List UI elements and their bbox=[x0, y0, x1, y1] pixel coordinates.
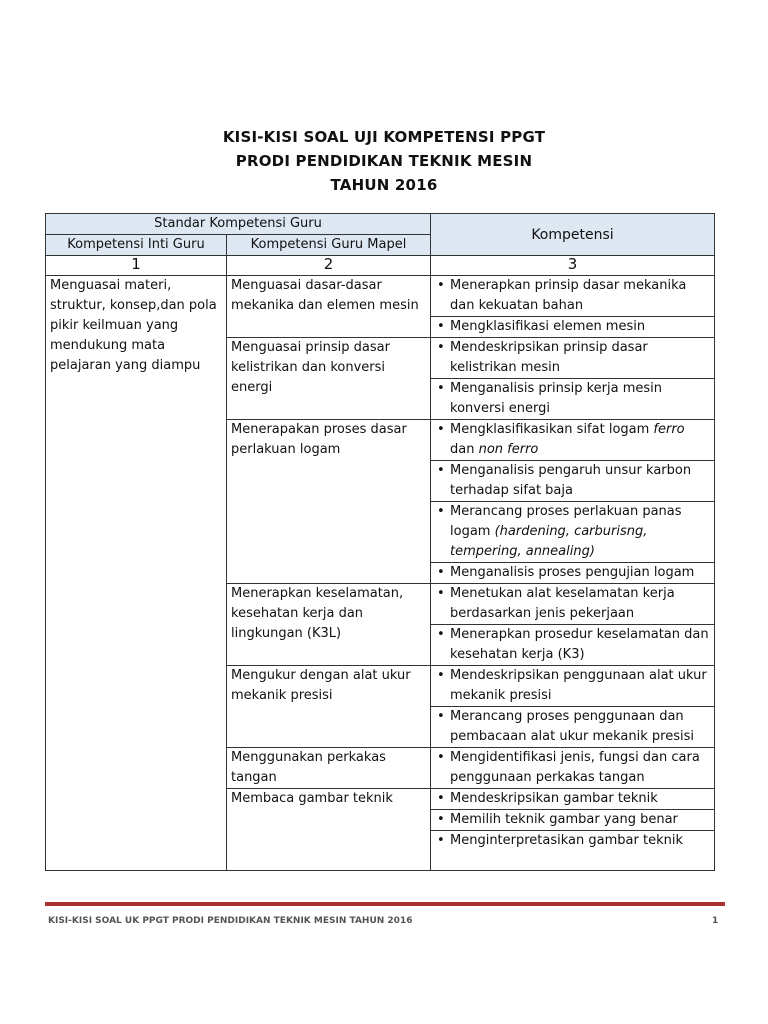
header-kompetensi-inti: Kompetensi Inti Guru bbox=[46, 235, 227, 256]
kompetensi-text: Merancang proses perlakuan panas logam bbox=[450, 504, 682, 539]
mapel-cell: Menerapkan keselamatan, kesehatan kerja dan lingkungan (K3L) bbox=[227, 584, 431, 666]
kompetensi-item bbox=[431, 420, 715, 461]
footer-divider bbox=[45, 902, 725, 906]
column-number-3: 3 bbox=[431, 256, 715, 276]
kompetensi-italic: ferro bbox=[653, 422, 685, 437]
column-number-1: 1 bbox=[46, 256, 227, 276]
kompetensi-item: • Mengidentifikasi jenis, fungsi dan cara penggunaan perkakas tangan bbox=[431, 748, 715, 789]
kompetensi-item: • Menganalisis proses pengujian logam bbox=[431, 563, 715, 584]
kompetensi-item: • Menginterpretasikan gambar teknik bbox=[431, 831, 715, 871]
kompetensi-inti-cell: Menguasai materi, struktur, konsep,dan pola pikir keilmuan yang mendukung mata pelajaran yang diampu bbox=[46, 276, 227, 871]
kompetensi-item: • Mengklasifikasi elemen mesin bbox=[431, 317, 715, 338]
column-number-2: 2 bbox=[227, 256, 431, 276]
document-title-line2: PRODI PENDIDIKAN TEKNIK MESIN bbox=[235, 152, 533, 170]
kompetensi-item: • Mendeskripsikan penggunaan alat ukur mekanik presisi bbox=[431, 666, 715, 707]
mapel-cell: Mengukur dengan alat ukur mekanik presisi bbox=[227, 666, 431, 748]
kompetensi-item: • Merancang proses penggunaan dan pembacaan alat ukur mekanik presisi bbox=[431, 707, 715, 748]
kompetensi-item: • Mendeskripsikan prinsip dasar kelistrikan mesin bbox=[431, 338, 715, 379]
document-title-line3: TAHUN 2016 bbox=[330, 176, 438, 194]
kompetensi-item: • Menetukan alat keselamatan kerja berdasarkan jenis pekerjaan bbox=[431, 584, 715, 625]
mapel-cell: Menerapakan proses dasar perlakuan logam bbox=[227, 420, 431, 584]
kompetensi-item: • Menerapkan prinsip dasar mekanika dan kekuatan bahan bbox=[431, 276, 715, 317]
kompetensi-item: • Menerapkan prosedur keselamatan dan kesehatan kerja (K3) bbox=[431, 625, 715, 666]
kompetensi-text: Mengklasifikasikan sifat logam bbox=[450, 422, 654, 437]
mapel-cell: Menggunakan perkakas tangan bbox=[227, 748, 431, 789]
mapel-cell: Menguasai prinsip dasar kelistrikan dan konversi energi bbox=[227, 338, 431, 420]
kompetensi-item: • Menganalisis prinsip kerja mesin konversi energi bbox=[431, 379, 715, 420]
mapel-cell: Menguasai dasar-dasar mekanika dan elemen mesin bbox=[227, 276, 431, 338]
footer-text: KISI-KISI SOAL UK PPGT PRODI PENDIDIKAN TEKNIK MESIN TAHUN 2016 bbox=[48, 916, 413, 926]
header-standar-kompetensi: Standar Kompetensi Guru bbox=[46, 214, 431, 235]
kompetensi-italic: (hardening, carburisng, tempering, annealing) bbox=[450, 524, 648, 559]
kompetensi-item bbox=[431, 502, 715, 563]
kompetensi-text: dan bbox=[450, 442, 479, 457]
page-number: 1 bbox=[712, 916, 719, 926]
document-title-line1: KISI-KISI SOAL UJI KOMPETENSI PPGT bbox=[222, 128, 546, 146]
kompetensi-item: • Memilih teknik gambar yang benar bbox=[431, 810, 715, 831]
header-kompetensi: Kompetensi bbox=[431, 214, 715, 256]
kompetensi-italic: non ferro bbox=[478, 442, 539, 457]
kompetensi-item: • Menganalisis pengaruh unsur karbon terhadap sifat baja bbox=[431, 461, 715, 502]
kisi-kisi-table bbox=[45, 213, 715, 871]
header-kompetensi-mapel: Kompetensi Guru Mapel bbox=[227, 235, 431, 256]
kompetensi-item: • Mendeskripsikan gambar teknik bbox=[431, 789, 715, 810]
mapel-cell: Membaca gambar teknik bbox=[227, 789, 431, 871]
